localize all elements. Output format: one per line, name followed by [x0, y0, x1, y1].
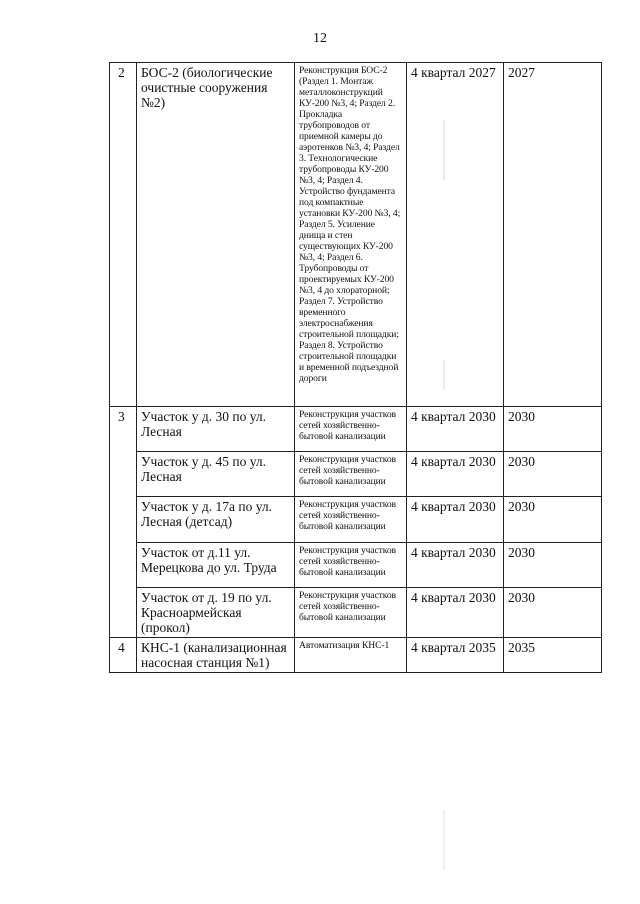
table-row — [110, 497, 602, 543]
object-name: Участок от д. 19 по ул. Красноармейская (прокол) — [137, 588, 295, 638]
completion-term: 4 квартал 2027 — [407, 63, 504, 407]
table-row — [110, 588, 602, 638]
object-name: Участок от д.11 ул. Мерецкова до ул. Труда — [137, 543, 295, 588]
completion-year: 2030 — [504, 588, 602, 638]
completion-year: 2030 — [504, 407, 602, 452]
completion-year: 2030 — [504, 543, 602, 588]
work-description: Реконструкция участков сетей хозяйственно-бытовой канализации — [295, 497, 407, 543]
completion-year: 2030 — [504, 497, 602, 543]
work-description: Реконструкция участков сетей хозяйственно-бытовой канализации — [295, 543, 407, 588]
table-row — [110, 63, 602, 407]
completion-year: 2035 — [504, 638, 602, 673]
completion-year: 2027 — [504, 63, 602, 407]
table-row — [110, 407, 602, 452]
table-row — [110, 638, 602, 673]
table-row — [110, 543, 602, 588]
scan-artifact-mark — [443, 810, 445, 870]
page-number: 12 — [313, 31, 327, 46]
work-description: Автоматизация КНС-1 — [295, 638, 407, 673]
completion-term: 4 квартал 2030 — [407, 588, 504, 638]
row-number: 4 — [110, 638, 137, 673]
completion-term: 4 квартал 2030 — [407, 497, 504, 543]
object-name: Участок у д. 30 по ул. Лесная — [137, 407, 295, 452]
work-description: Реконструкция участков сетей хозяйственно-бытовой канализации — [295, 452, 407, 497]
object-name: БОС-2 (биологические очистные сооружения №2) — [137, 63, 295, 407]
scan-artifact-mark — [443, 120, 445, 180]
object-name: Участок у д. 45 по ул. Лесная — [137, 452, 295, 497]
investment-table — [109, 62, 602, 673]
work-description: Реконструкция участков сетей хозяйственно-бытовой канализации — [295, 407, 407, 452]
scan-artifact-mark — [443, 360, 445, 390]
completion-term: 4 квартал 2030 — [407, 452, 504, 497]
object-name: КНС-1 (канализационная насосная станция №1) — [137, 638, 295, 673]
table-row — [110, 452, 602, 497]
completion-term: 4 квартал 2030 — [407, 543, 504, 588]
work-description: Реконструкция БОС-2 (Раздел 1. Монтаж металлоконструкций КУ-200 №3, 4; Раздел 2. Прокладка трубопроводов от приемной камеры до аэротенков №3, 4; Раздел 3. Технологические трубопроводы КУ-200 №3, 4; Раздел 4. Устройство фундамента под компактные установки КУ-200 №3, 4; Раздел 5. Усиление днища и стен существующих КУ-200 №3, 4; Раздел 6. Трубопроводы от проектируемых КУ-200 №3, 4 до хлораторной; Раздел 7. Устройство временного электроснабжения строительной площадки; Раздел 8. Устройство строительной площадки и временной подъездной дороги — [295, 63, 407, 407]
work-description: Реконструкция участков сетей хозяйственно-бытовой канализации — [295, 588, 407, 638]
completion-term: 4 квартал 2035 — [407, 638, 504, 673]
object-name: Участок у д. 17а по ул. Лесная (детсад) — [137, 497, 295, 543]
completion-term: 4 квартал 2030 — [407, 407, 504, 452]
completion-year: 2030 — [504, 452, 602, 497]
row-number: 3 — [110, 407, 137, 638]
row-number: 2 — [110, 63, 137, 407]
